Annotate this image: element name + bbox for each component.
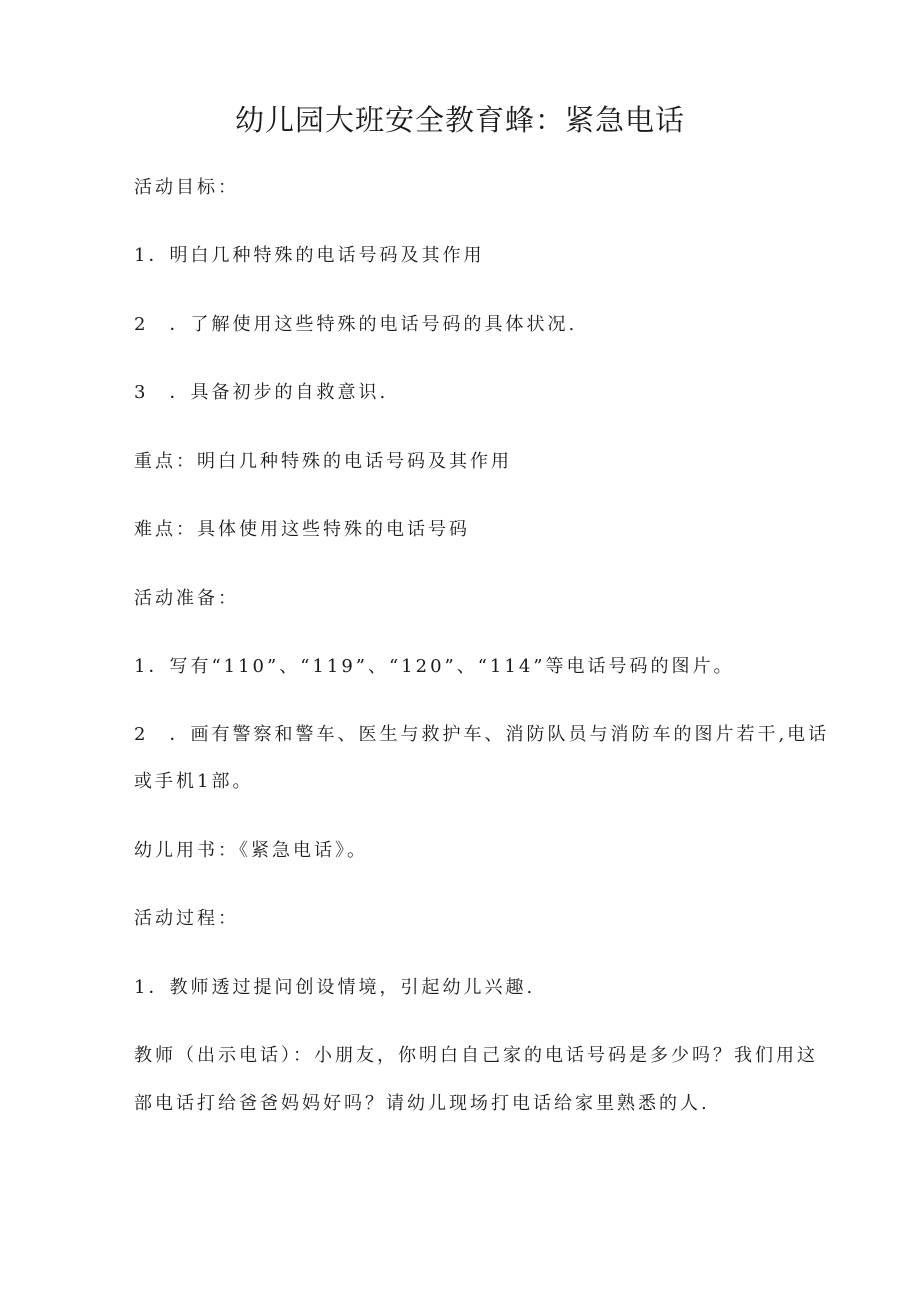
goal-item-2: 2 ．了解使用这些特殊的电话号码的具体状况.	[134, 314, 578, 335]
difficulty: 难点：具体使用这些特殊的电话号码	[134, 519, 470, 540]
preparation-item-2-cont: 或手机1部。	[134, 771, 254, 792]
teacher-dialogue: 教师（出示电话）：小朋友，你明白自己家的电话号码是多少吗？我们用这	[134, 1045, 818, 1066]
goal-item-1: 1．明白几种特殊的电话号码及其作用	[134, 245, 485, 266]
document-title: 幼儿园大班安全教育蜂：紧急电话	[234, 103, 685, 137]
children-book: 幼儿用书：《紧急电话》。	[134, 840, 368, 861]
key-point: 重点：明白几种特殊的电话号码及其作用	[134, 451, 512, 472]
preparation-item-2: 2 ．画有警察和警车、医生与救护车、消防队员与消防车的图片若干,电话	[134, 724, 830, 745]
section-heading-goals: 活动目标：	[134, 177, 239, 198]
preparation-item-1: 1．写有“110”、“119”、“120”、“114”等电话号码的图片。	[134, 656, 735, 677]
teacher-dialogue-cont: 部电话打给爸爸妈妈好吗？请幼儿现场打电话给家里熟悉的人.	[134, 1093, 710, 1114]
section-heading-process: 活动过程：	[134, 908, 239, 929]
process-item-1: 1．教师透过提问创设情境，引起幼儿兴趣.	[134, 977, 536, 998]
section-heading-preparation: 活动准备：	[134, 588, 239, 609]
goal-item-3: 3 ．具备初步的自救意识.	[134, 382, 389, 403]
